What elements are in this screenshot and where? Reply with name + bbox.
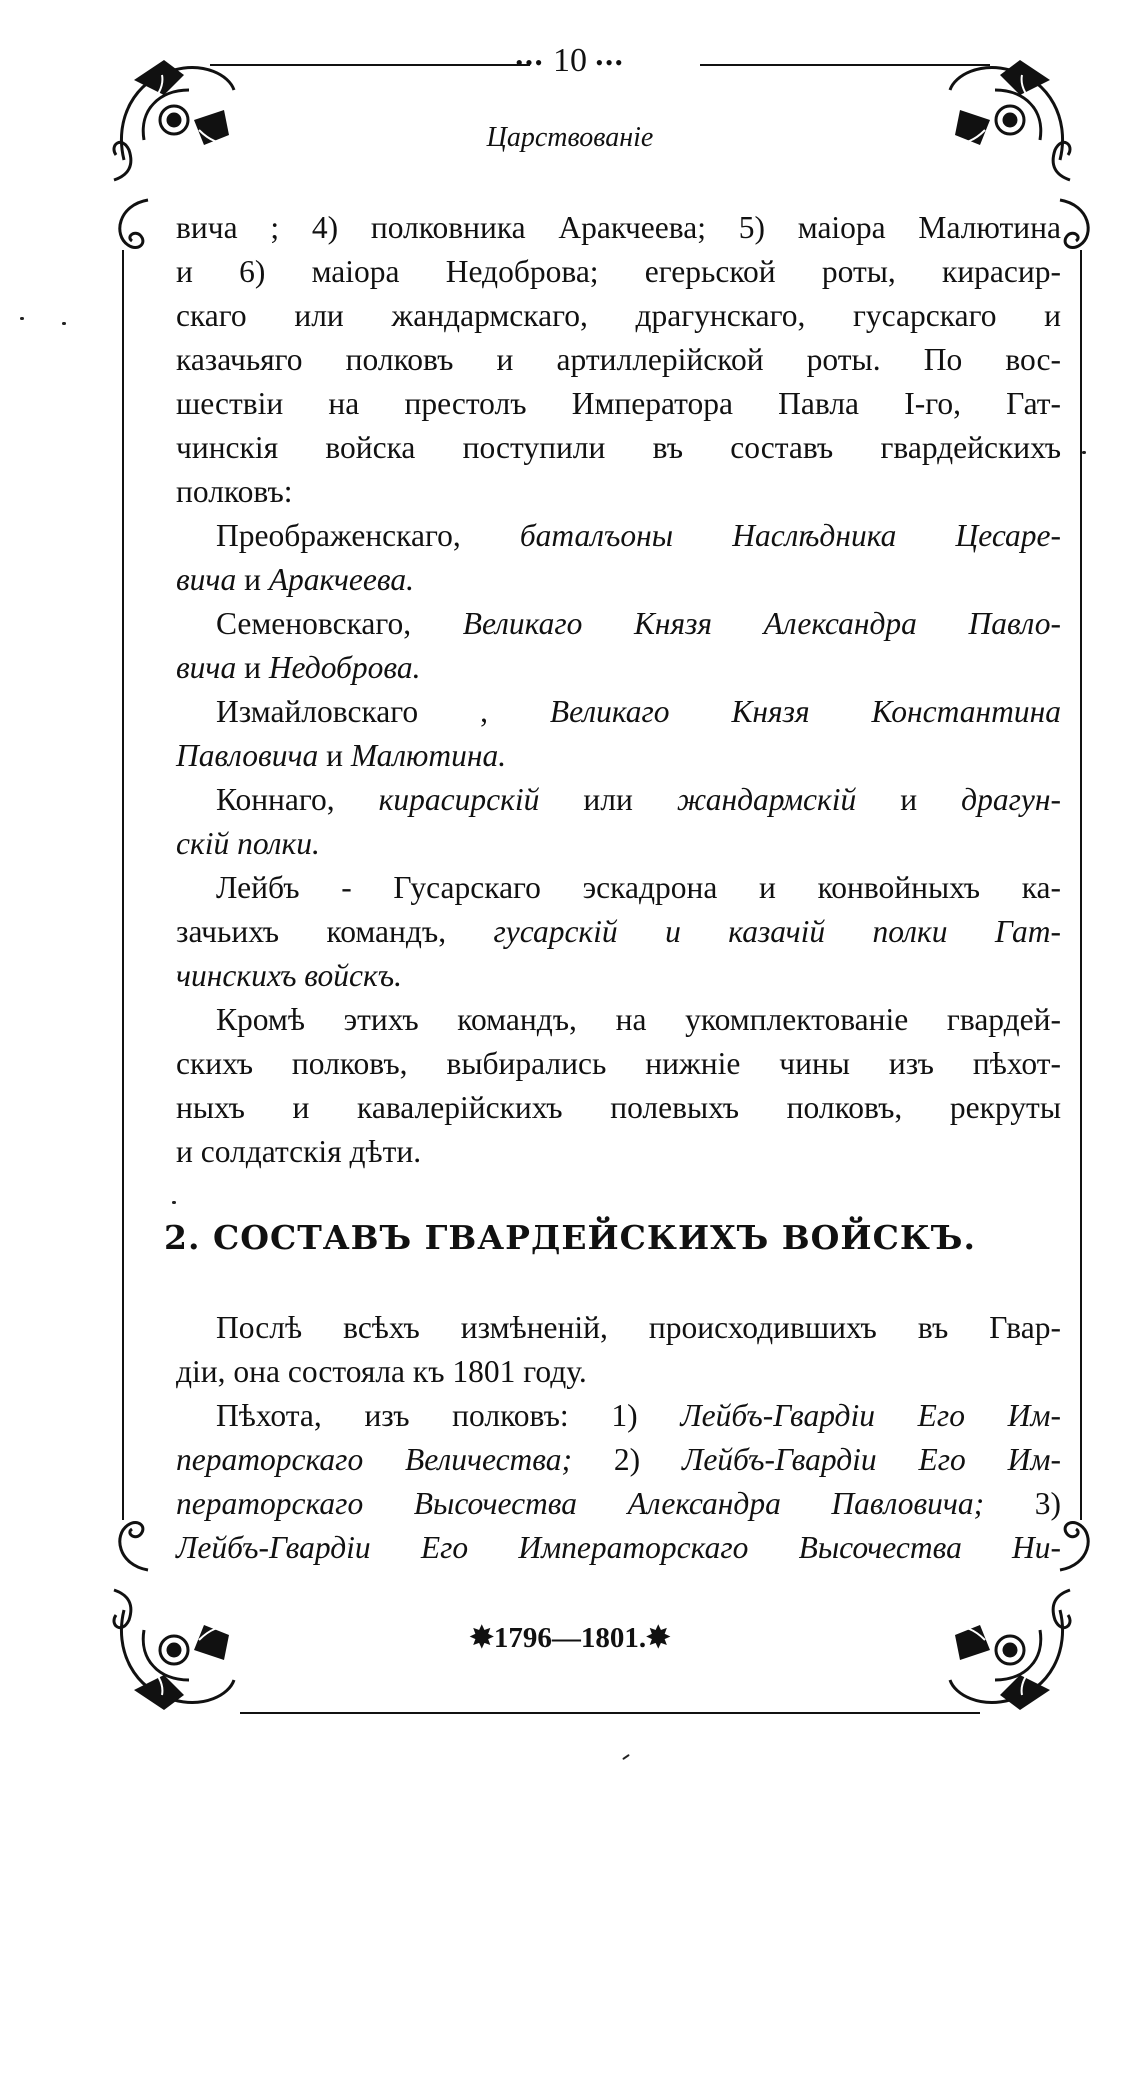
text-line <box>176 294 1061 338</box>
text-line <box>176 558 1061 602</box>
text-segment: и солдатскія дѣти. <box>176 1134 422 1169</box>
side-scroll-ornament-left <box>108 195 158 265</box>
text-line <box>176 1130 1061 1174</box>
text-line <box>176 998 1061 1042</box>
text-line <box>176 1438 1061 1482</box>
text-line <box>176 1086 1061 1130</box>
italic-text: скій полки. <box>176 826 320 861</box>
text-segment: чинскія войска поступили въ составъ гвардейскихъ <box>176 430 1061 465</box>
text-segment: Послѣ всѣхъ измѣненій, происходившихъ въ Гвар- <box>216 1310 1061 1345</box>
text-segment: казачьяго полковъ и артиллерійской роты. По вос- <box>176 342 1061 377</box>
text-line <box>176 1526 1061 1570</box>
running-head: Царствованіе <box>486 122 654 153</box>
text-line <box>176 338 1061 382</box>
italic-text: Великаго Князя Константина <box>549 694 1062 729</box>
text-segment: Лейбъ - Гусарскаго эскадрона и конвойныхъ ка- <box>216 870 1061 905</box>
text-line <box>176 1042 1061 1086</box>
italic-text: Великаго Князя Александра Павло- <box>462 606 1061 641</box>
italic-text: Павловича <box>176 738 319 773</box>
frame-right-rule <box>1080 250 1082 1520</box>
footer-dates: ✸1796—1801.✸ <box>469 1622 671 1654</box>
italic-text: Лейбъ-Гвардіи Его Им- <box>680 1398 1061 1433</box>
italic-text: чинскихъ войскъ. <box>176 958 402 993</box>
text-segment: и <box>856 782 962 817</box>
section-heading: 2. СОСТАВЪ ГВАРДЕЙСКИХЪ ВОЙСКЪ. <box>164 1218 976 1257</box>
text-line <box>176 1394 1061 1438</box>
text-segment: 3) <box>984 1486 1061 1521</box>
text-line <box>176 734 1061 778</box>
number-ornament-left: ••• <box>515 50 545 76</box>
text-segment: скихъ полковъ, выбирались нижніе чины изъ пѣхот- <box>176 1046 1061 1081</box>
italic-text: жандармскій <box>676 782 857 817</box>
text-segment: Преображенскаго, <box>216 518 520 553</box>
italic-text: Недоброва. <box>268 650 421 685</box>
text-segment: Семеновскаго, <box>216 606 463 641</box>
text-segment: вича ; 4) полковника Аракчеева; 5) маіора Малютина <box>176 210 1061 245</box>
page-number: 10 <box>553 42 587 79</box>
italic-text: Аракчеева. <box>268 562 414 597</box>
text-line <box>176 646 1061 690</box>
italic-text: Малютина. <box>350 738 507 773</box>
text-segment: и <box>318 738 351 773</box>
text-line <box>176 1482 1061 1526</box>
print-speck <box>62 322 66 325</box>
text-line <box>176 426 1061 470</box>
italic-text: ператорскаго Величества; <box>176 1442 573 1477</box>
text-segment: или <box>539 782 677 817</box>
text-segment: Кромѣ этихъ командъ, на укомплектованіе гвардей- <box>216 1002 1061 1037</box>
italic-text: Лейбъ-Гвардіи Его Им- <box>681 1442 1061 1477</box>
text-segment: Пѣхота, изъ полковъ: 1) <box>216 1398 681 1433</box>
text-segment: и <box>236 562 269 597</box>
side-scroll-ornament-bottom-left <box>108 1500 158 1580</box>
body-text-bottom <box>176 1306 1061 1570</box>
italic-text: ператорскаго Высочества Александра Павловича; <box>176 1486 985 1521</box>
text-line <box>176 822 1061 866</box>
text-segment: шествіи на престолъ Императора Павла І-го, Гат- <box>176 386 1061 421</box>
frame-left-rule <box>122 250 124 1520</box>
text-line <box>176 866 1061 910</box>
text-line <box>176 1350 1061 1394</box>
number-ornament-right: ••• <box>595 50 625 76</box>
text-line <box>176 1306 1061 1350</box>
italic-text: драгун- <box>961 782 1061 817</box>
print-speck <box>172 1201 176 1204</box>
frame-bottom-rule <box>240 1712 980 1714</box>
italic-text: кирасирскій <box>378 782 540 817</box>
body-text-top <box>176 206 1061 1174</box>
text-segment: зачьихъ командъ, <box>176 914 494 949</box>
text-segment: полковъ: <box>176 474 293 509</box>
text-line <box>176 778 1061 822</box>
text-line <box>176 910 1061 954</box>
text-line <box>176 206 1061 250</box>
italic-text: гусарскій и казачій полки Гат- <box>493 914 1061 949</box>
text-segment: и 6) маіора Недоброва; егерьской роты, кирасир- <box>176 254 1061 289</box>
page-number-line <box>0 42 1140 80</box>
text-segment: діи, она состояла къ 1801 году. <box>176 1354 587 1389</box>
text-segment: ныхъ и кавалерійскихъ полевыхъ полковъ, рекруты <box>176 1090 1061 1125</box>
text-segment: 2) <box>572 1442 682 1477</box>
text-line <box>176 250 1061 294</box>
italic-text: баталъоны Наслѣдника Цесаре- <box>519 518 1061 553</box>
text-line <box>176 690 1061 734</box>
italic-text: вича <box>176 562 237 597</box>
print-speck <box>1082 451 1086 454</box>
text-segment: Коннаго, <box>216 782 379 817</box>
italic-text: вича <box>176 650 237 685</box>
text-line <box>176 602 1061 646</box>
italic-text: Лейбъ-Гвардіи Его Императорскаго Высочества Ни- <box>176 1530 1061 1565</box>
text-segment: Измайловскаго , <box>216 694 550 729</box>
print-speck <box>20 317 24 320</box>
text-line <box>176 470 1061 514</box>
text-segment: и <box>236 650 269 685</box>
text-segment: скаго или жандармскаго, драгунскаго, гусарскаго и <box>176 298 1061 333</box>
text-line <box>176 382 1061 426</box>
text-line <box>176 514 1061 558</box>
print-speck <box>622 1754 630 1760</box>
text-line <box>176 954 1061 998</box>
